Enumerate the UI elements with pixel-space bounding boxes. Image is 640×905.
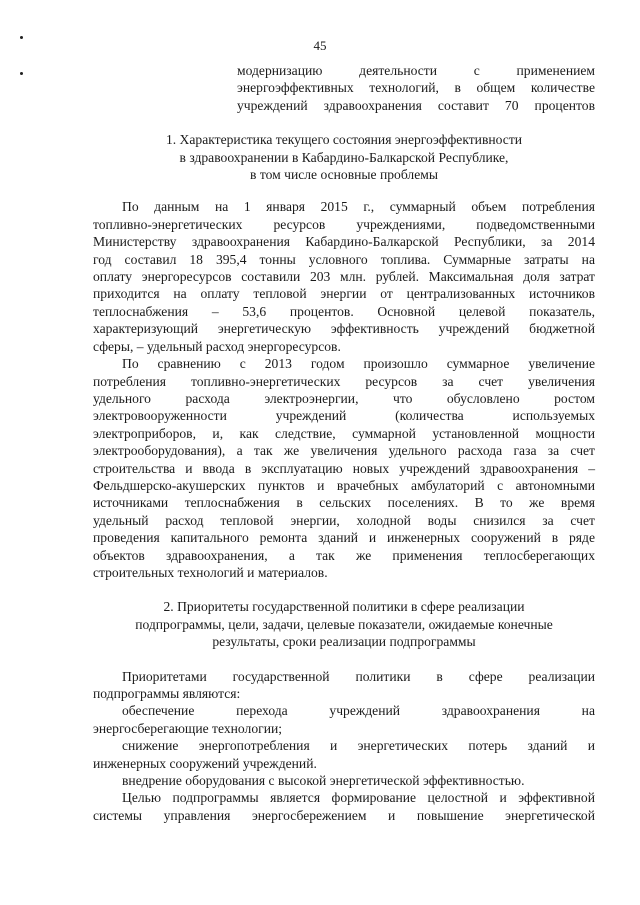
text-line: По данным на 1 января 2015 г., суммарный объем потребления [122,199,595,215]
text-line: удельный расход тепловой энергии, холодной воды снизился за счет [93,512,595,528]
text-line: энергоэффективных технологий, в общем количестве [237,80,595,96]
text-line: теплоснабжения – 53,6 процентов. Основной целевой показатель, [93,303,595,319]
text-line: снижение энергопотребления и энергетических потерь зданий и [122,738,595,754]
text-line: строительства и ввода в эксплуатацию новых учреждений здравоохранения – [93,460,595,476]
text-line: электрооборудования), а так же увеличения удельного расхода газа за счет [93,443,595,459]
page-number: 45 [313,38,327,53]
text-line: энергосберегающие технологии; [93,720,283,736]
text-line: учреждений здравоохранения составит 70 процентов [237,97,595,113]
priority-item-2 [93,737,595,772]
text-line: удельного расхода электроэнергии, что обусловлено ростом [93,390,595,406]
priority-item-1 [93,702,595,737]
text-line: проведения капитального ремонта зданий и инженерных сооружений в ряде [93,530,595,546]
text-line: год составил 18 395,4 тонны условного топлива. Суммарные затраты на [93,251,595,267]
text-line: источниками теплоснабжения в сельских поселениях. В то же время [93,495,595,511]
text-line: потребления топливно-энергетических ресурсов за счет увеличения [93,373,595,389]
text-line: электровооруженности учреждений (количества используемых [93,408,595,424]
section-2-title [93,598,595,650]
text-line: Целью подпрограммы является формирование целостной и эффективной [122,790,595,806]
section-2-goal-paragraph [93,789,595,824]
text-line: характеризующий энергетическую эффективность учреждений бюджетной [93,321,595,337]
heading-line: 1. Характеристика текущего состояния энергоэффективности [165,132,523,148]
text-line: объектов здравоохранения, а так же применения теплосберегающих [93,547,595,563]
heading-line: подпрограммы, цели, задачи, целевые показатели, ожидаемые конечные [135,616,553,632]
continuation-text [93,62,595,114]
document-body [93,62,595,824]
text-line: сферы, – удельный расход энергоресурсов. [93,338,341,354]
text-line: обеспечение перехода учреждений здравоохранения на [122,703,595,719]
text-line: Фельдшерско-акушерских пунктов и врачебных амбулаторий с автономными [93,477,595,493]
heading-line: в здравоохранении в Кабардино-Балкарской Республике, [179,149,509,165]
priority-item-3 [93,772,595,789]
scan-dot-bottom [20,72,23,75]
heading-line: результаты, сроки реализации подпрограммы [212,634,476,650]
text-line: модернизацию деятельности с применением [237,63,595,78]
text-line: внедрение оборудования с высокой энергетической эффективностью. [122,773,525,789]
text-line: инженерных сооружений учреждений. [93,755,317,771]
section-1-title [93,131,595,183]
heading-line: в том числе основные проблемы [250,167,438,183]
section-2-paragraph-1 [93,668,595,703]
section-1-paragraph-2 [93,355,595,581]
text-line: подпрограммы являются: [93,686,241,701]
section-1-paragraph-1 [93,198,595,355]
text-line: электроприборов, и, как следствие, суммарной установленной мощности [93,425,595,441]
text-line: строительных технологий и материалов. [93,564,328,580]
text-line: топливно-энергетических ресурсов учреждениями, подведомственными [93,216,595,232]
text-line: Министерству здравоохранения Кабардино-Балкарской Республики, за 2014 [93,234,595,250]
text-line: системы управления энергосбережением и повышение энергетической [93,807,595,823]
heading-line: 2. Приоритеты государственной политики в сфере реализации [163,599,525,615]
text-line: По сравнению с 2013 годом произошло суммарное увеличение [122,356,595,372]
text-line: оплату энергоресурсов составили 203 млн. рублей. Максимальная доля затрат [93,269,595,285]
text-line: Приоритетами государственной политики в сфере реализации [122,668,595,684]
text-line: приходится на оплату тепловой энергии от централизованных источников [93,286,595,302]
